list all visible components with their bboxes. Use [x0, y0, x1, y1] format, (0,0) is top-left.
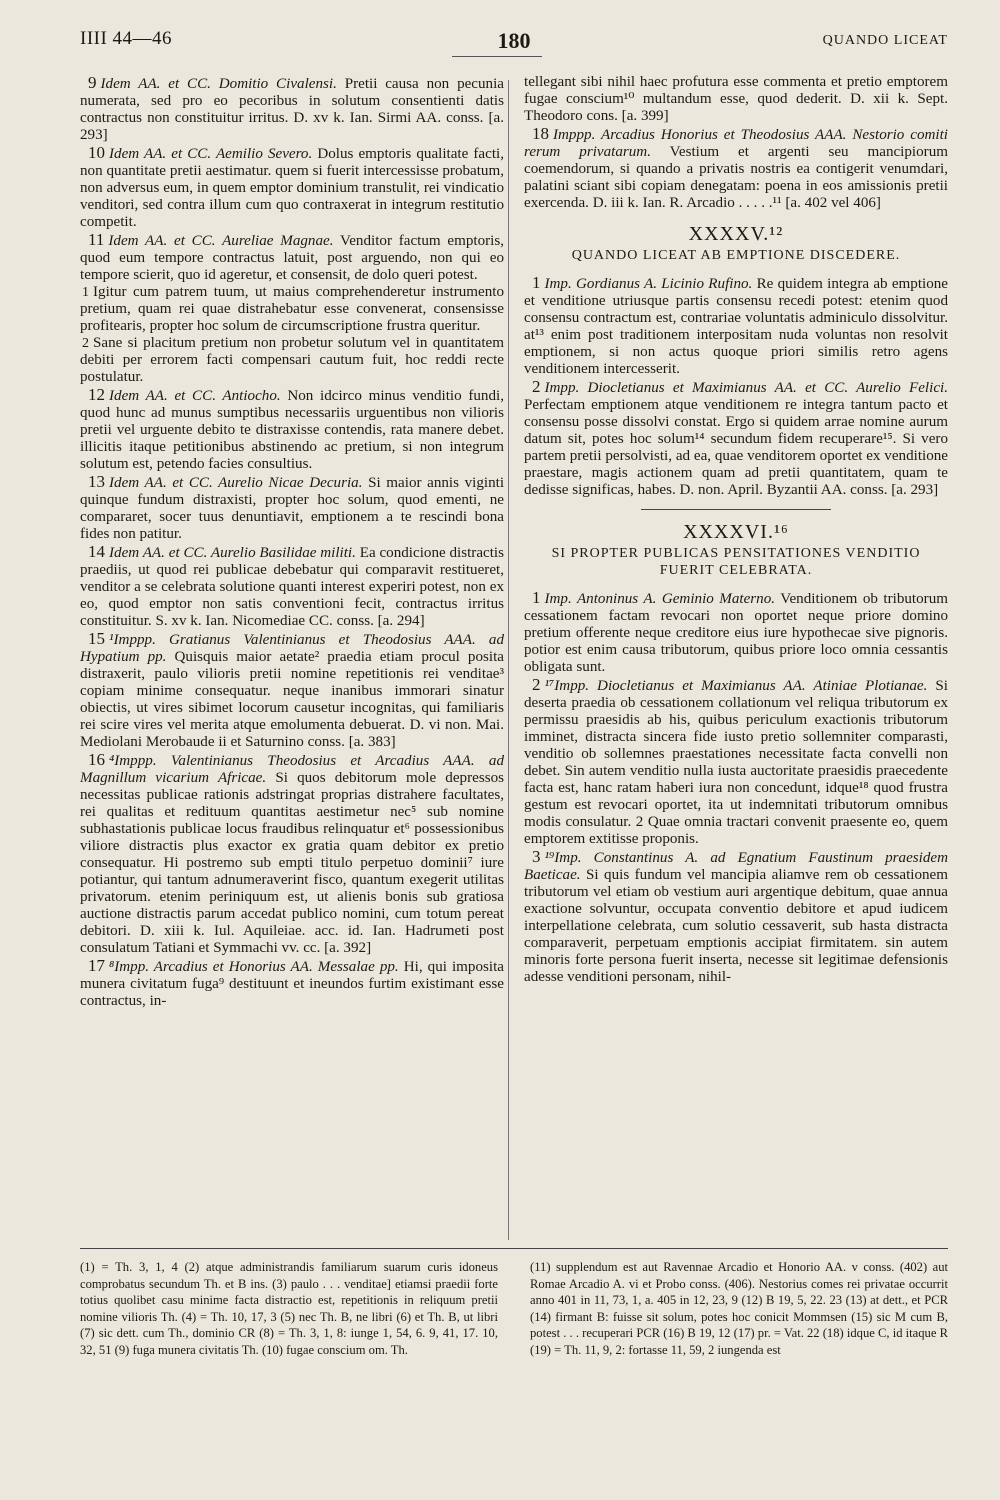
law-entry: [524, 589, 948, 676]
entry-number: 17: [88, 956, 105, 975]
entry-number: 16: [88, 750, 105, 769]
running-head-right: QUANDO LICEAT: [822, 33, 948, 48]
running-head: [80, 28, 948, 64]
entry-number: 9: [88, 74, 97, 92]
entry-text: Si maior annis viginti quinque fundum distraxisti, propter hoc solum, quod ementi, ne compararet, socer tuus denuntiavit, emptionem a te rescindi bona fides non patitur.: [80, 475, 504, 542]
law-entry: [80, 630, 504, 751]
entry-address: Imppp. Arcadius Honorius et Theodosius AAA. Nestorio comiti rerum privatarum.: [524, 127, 948, 160]
entry-text: Quisquis maior aetate² praedia etiam procul posita distraxerit, paulo vilioris pretii nomine repetitionis rei venditae³ copiam minime consequatur. neque inanibus immorari sinatur obiectis, ut vires sibimet locorum causetur incognitas, qui familiaris rei scire vires vel merita atque emolumenta debuerat. D. vi non. Mai. Mediolani Merobaude ii et Saturnino conss. [a. 383]: [80, 649, 504, 750]
entry-text: Non idcirco minus venditio fundi, quod hunc ad munus sumptibus necessariis urguentibus non vilioris pretii vel urguente debito te distraxisse contendis, rata manere debet. illicitis itaque petitionibus abstinendo ac pretium, si non integrum solutum est, petendo facies consultius.: [80, 388, 504, 472]
entry-number: 10: [88, 143, 105, 162]
entry-text: Si deserta praedia ob cessationem collationum vel reliqua tributorum ex permissu praesidis ab his, quibus periculum exactionis tributorum imminet, distracta sincera fide iusto pretio sollemniter comparasti, venditio ob sollemnes praestationes necessitate facta convelli non debet. Sin autem venditio nulla iusta auctoritate praesidis praecedente facta est, hanc ratam haberi iura non concedunt, idque¹⁸ quod frustra gestum est revocari oportet, ita ut indemnitati tributorum omnibus modis consulatur. 2 Quae omnia tractari convenit praesente eo, quem emptorem extitisse proponis.: [524, 678, 948, 847]
entry-address: ¹⁹Imp. Constantinus A. ad Egnatium Faustinum praesidem Baeticae.: [524, 850, 948, 883]
law-entry: [524, 274, 948, 378]
footnotes-right: (11) supplendum est aut Ravennae Arcadio et Honorio AA. v conss. (402) aut Romae Arcadio A. vi et Probo conss. (406). Nestorius comes rei privatae occurrit anno 401 in 11, 73, 1, a. 405 in 12, 23, 9 (12) B 19, 5, 22. 23 (13) at dett., et PCR (14) firmant B: fuisse sit solum, potes hoc conicit Mommsen (15) sic M cum B, potest . . . recuperari PCR (16) B 19, 12 (17) pr. = Vat. 22 (18) idque C, id itaque R (19) = Th. 11, 9, 2: fortasse 11, 59, 2 iungenda est: [530, 1260, 948, 1357]
entry-text: Si quis fundum vel mancipia aliamve rem ob cessationem tributorum vel etiam ob vestium auri argentique debitum, quae annua exactione solvuntur, occupata conventio debitore et apud iudicem interpellatione celebrata, cum solutio cessaverit, sub hasta distracta comparaverit, perpetuam emptionis accipiat firmitatem. sin autem minoris forte persona fuerit inserta, necesse sit legitimae defensionis adesse venditioni personam, nihil-: [524, 867, 948, 985]
entry-address: Idem AA. et CC. Aurelio Nicae Decuria.: [109, 475, 363, 491]
law-entry: [524, 676, 948, 848]
entries-group-a: [524, 125, 948, 212]
title-number: XXXXV.¹²: [688, 223, 784, 245]
footnotes-left: (1) = Th. 3, 1, 4 (2) atque administrandis familiarum suarum curis idoneus comprobatus secundum Th. et B ins. (3) paulo . . . venditae] etiamsi praedii forte totius quolibet casu minime facta distractio est, repetitionis in reliquum pretii nomine vilioris Th. (4) = Th. 10, 17, 3 (5) nec Th. B, ne libri (6) et Th. B, ut libri (7) sic dett. cum Th., dominio CR (8) = Th. 3, 1, 8: iunge 1, 54, 6. 9, 41, 17. 10, 32, 51 (9) fuga munera civitatis Th. (10) fugae conscium om. Th.: [80, 1260, 498, 1357]
entry-text: Sane si placitum pretium non probetur solutum vel in quantitatem debiti per errorem facti compensari cautum fuit, hoc reddi recte postulatur.: [80, 335, 504, 385]
title-block-45: [524, 223, 948, 264]
law-entry: [80, 473, 504, 543]
left-column: [80, 74, 504, 1240]
entry-text: Re quidem integra ab emptione et venditione utriusque partis consensu recedi potest: etenim quod consensu contractum est, contrariae voluntatis adminiculo dissolvitur. at¹³ enim post traditionem interpositam nuda voluntas non resolvit emptionem, si non actus quoque priori similis retro agens venditionem intercesserit.: [524, 276, 948, 377]
law-entry: [80, 543, 504, 630]
entry-text: Hi, qui imposita munera civitatum fuga⁹ destituunt et ineundos furtim existimant esse contractus, in-: [80, 959, 504, 1009]
entry-address: Idem AA. et CC. Aurelio Basilidae militi.: [109, 545, 356, 561]
law-entry: [80, 144, 504, 231]
entry-address: Idem AA. et CC. Domitio Civalensi.: [100, 76, 337, 92]
entry-number: 11: [88, 230, 105, 249]
entry-number: 2: [532, 377, 541, 396]
right-column: [524, 74, 948, 1240]
right-column-intro: tellegant sibi nihil haec profutura esse commenta et pretio emptorem fugae conscium¹⁰ multandum esse, quod dederit. D. xii k. Sept. Theodoro cons. [a. 399]: [524, 74, 948, 124]
header-rule: [452, 56, 542, 57]
entry-address: ⁴Imppp. Valentinianus Theodosius et Arcadius AAA. ad Magnillum vicarium Africae.: [80, 753, 504, 786]
law-entry: [524, 848, 948, 986]
entry-address: ¹⁷Impp. Diocletianus et Maximianus AA. Atiniae Plotianae.: [544, 678, 928, 694]
entry-number: 12: [88, 385, 105, 404]
law-entry: [80, 957, 504, 1010]
law-entry: [80, 284, 504, 335]
entry-number: 13: [88, 472, 105, 491]
entry-number: 1: [532, 273, 541, 292]
entry-address: Idem AA. et CC. Aemilio Severo.: [109, 146, 313, 162]
entry-address: Idem AA. et CC. Aureliae Magnae.: [108, 233, 334, 249]
law-entry: [80, 335, 504, 386]
entry-address: Idem AA. et CC. Antiocho.: [109, 388, 281, 404]
law-entry: [80, 231, 504, 284]
entry-number: 18: [532, 124, 549, 143]
law-entry: [524, 125, 948, 212]
entry-number: 14: [88, 542, 105, 561]
entry-address: Imp. Gordianus A. Licinio Rufino.: [544, 276, 753, 292]
entry-address: Imp. Antoninus A. Geminio Materno.: [544, 591, 776, 607]
law-entry: [80, 386, 504, 473]
entry-text: Venditionem ob tributorum cessationem factam revocari non oportet neque priore domino pretium offerente neque creditore eius iure hypothecae sive pignoris. potior est enim causa tributorum, quibus priore loco omnia cessantis obligata sunt.: [524, 591, 948, 675]
entry-number: 1: [532, 588, 541, 607]
entries-group-b: [524, 274, 948, 499]
entry-text: Dolus emptoris qualitate facti, non quantitate pretii aestimatur. quem si fuerit intercessisse probatum, non adversus eum, in quem emptor dominium transtulit, rei vindicatio venditori, sed contra illum cum quo contraxerat in integrum restitutio competit.: [80, 146, 504, 230]
paragraph-number: 2: [82, 336, 89, 351]
entry-text: Perfectam emptionem atque venditionem re integra tantum pacto et consensu posse dissolvi constat. Ergo si quidem arrae nomine aurum datum sit, potes hoc solum¹⁴ secundum fidem recuperare¹⁵. Si vero partem pretii persolvisti, ad ea, quae venditorem oportet ex venditione praestare, magis actionem quam ad pretii quantitatem, quam te dedisse significas, habes. D. non. April. Byzantii AA. conss. [a. 293]: [524, 397, 948, 498]
entry-text: Si quos debitorum mole depressos necessitas publicae rationis adstringat proprias distrahere facultates, rei qualitas et redituum quantitas aestimetur nec⁵ sub nomine subhastationis publicae locus fraudibus relinquatur et⁶ possessionibus viliore distractis plus exactor ex gratia quam debitor ex pretio consequatur. Hi postremo sub empti titulo perpetuo dominii⁷ iure potiantur, qui tantum adnumeraverint fisco, quantum exegerit utilitas privatorum. etenim periniquum est, ut alienis bonis sub gratiosa auctione distractis parum accedat publico nomini, cum totum pereat debitori. D. xiii k. Iul. Aquileiae. acc. id. Ian. Hadrumeti post consulatum Tatiani et Symmachi vv. cc. [a. 392]: [80, 770, 504, 956]
law-entry: [524, 378, 948, 499]
entry-text: Igitur cum patrem tuum, ut maius comprehenderetur instrumento pretium, quam rei quae distrahebatur esse convenerat, consensisse profitearis, propter hoc solum de circumscriptione frustra queritur.: [80, 284, 504, 334]
entry-text: Vestium et argenti seu mancipiorum coemendorum, si quando a privatis nostris ea contigerit venumdari, palatini sciant sibi copiam denegatam: poena in eos amissionis pretii exercenda. D. iii k. Ian. R. Arcadio . . . . .¹¹ [a. 402 vel 406]: [524, 144, 948, 211]
section-rule: [641, 509, 831, 510]
entry-text: Ea condicione distractis praediis, ut quod rei publicae debebatur qui comparavit restitueret, venditor a se celebrata solutione quanti interest experiri potest, non ex eo, quod emptor non satis conventioni fecit, contractus irritus constituitur. S. xv k. Ian. Nicomediae CC. conss. [a. 294]: [80, 545, 504, 629]
page-number: 180: [497, 28, 531, 53]
title-block-46: [524, 521, 948, 579]
text-columns: [80, 74, 948, 1240]
title-heading: SI PROPTER PUBLICAS PENSITATIONES VENDITIO FUERIT CELEBRATA.: [551, 546, 921, 578]
entry-address: ¹Imppp. Gratianus Valentinianus et Theodosius AAA. ad Hypatium pp.: [80, 632, 504, 665]
entry-text: Pretii causa non pecunia numerata, sed pro eo pecoribus in solutum consentienti datis contractus non constituitur irritus. D. xv k. Ian. Sirmi AA. conss. [a. 293]: [80, 76, 504, 143]
title-heading: QUANDO LICEAT AB EMPTIONE DISCEDERE.: [571, 248, 901, 263]
entries-group-c: [524, 589, 948, 986]
entry-address: Impp. Diocletianus et Maximianus AA. et CC. Aurelio Felici.: [544, 380, 948, 396]
entry-text: Venditor factum emptoris, quod eum tempore contractus latuit, post arguendo, non qui eo tempore scierit, quo id ageretur, et consensit, de dolo queri potest.: [80, 233, 504, 283]
law-entry: [80, 751, 504, 957]
title-number: XXXXVI.¹⁶: [683, 521, 789, 543]
footnotes: [80, 1248, 948, 1497]
entry-number: 2: [532, 675, 541, 694]
paragraph-number: 1: [82, 285, 89, 300]
law-entry: [80, 74, 504, 144]
entry-number: 15: [88, 629, 105, 648]
entry-address: ⁸Impp. Arcadius et Honorius AA. Messalae pp.: [109, 959, 399, 975]
running-head-left: IIII 44—46: [80, 28, 173, 49]
entry-number: 3: [532, 847, 541, 866]
